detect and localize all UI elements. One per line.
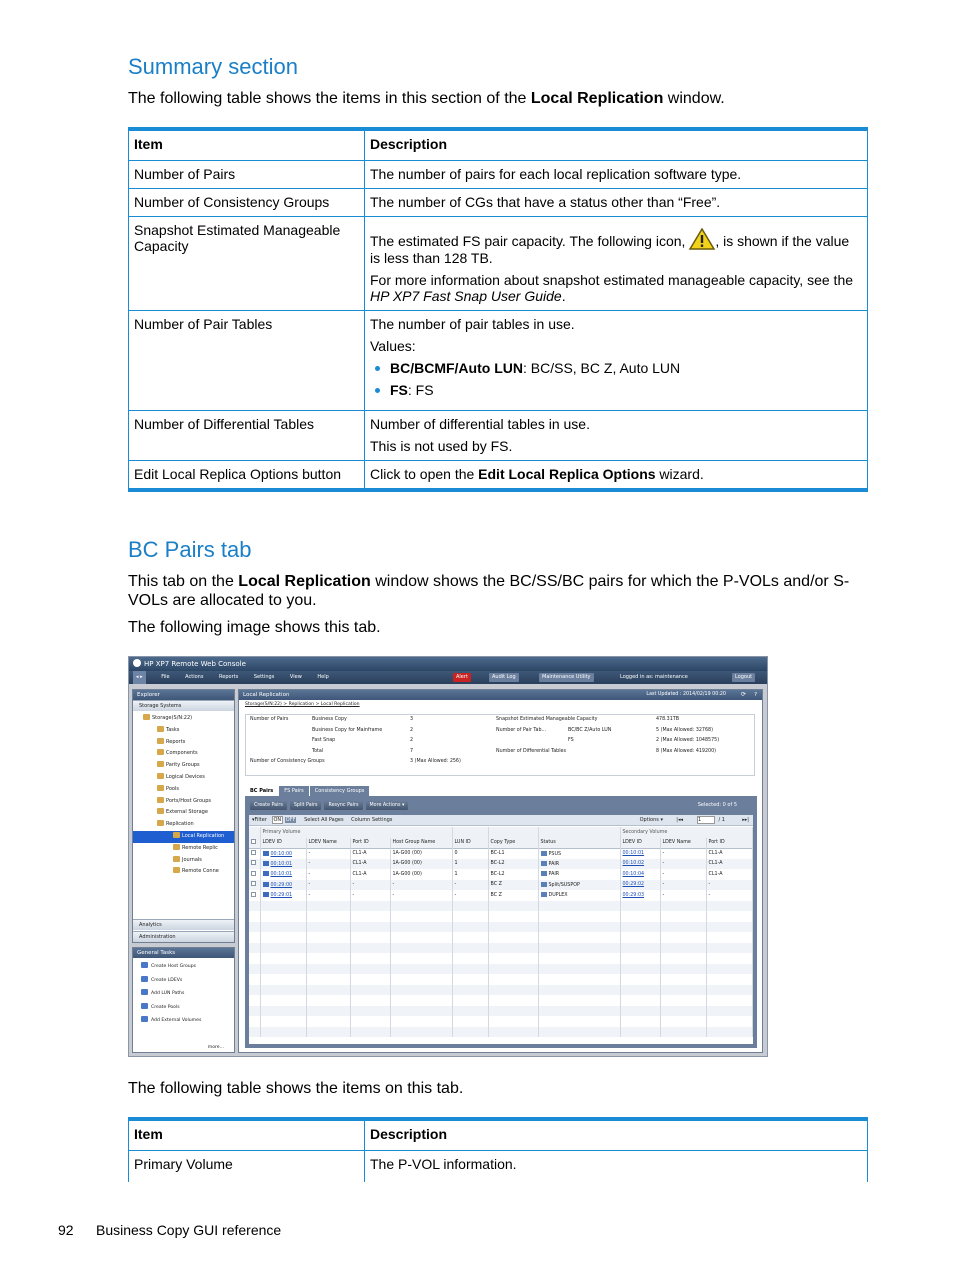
- tree-item[interactable]: Remote Replic: [133, 843, 234, 855]
- ldev-link[interactable]: 00:10:01: [270, 861, 293, 867]
- logged-in-label: Logged in as: maintenance: [620, 674, 688, 680]
- pair-status-icon: [541, 851, 547, 856]
- navigation-tree: [133, 711, 234, 878]
- volume-icon: [263, 871, 269, 876]
- tree-item[interactable]: Replication: [133, 819, 234, 831]
- bc-image-caption: The following image shows this tab.: [128, 619, 381, 636]
- tab-fs-pairs[interactable]: FS Pairs: [279, 786, 308, 796]
- local-replication-pane: [238, 689, 763, 1053]
- table-row: [249, 953, 753, 964]
- table-row: Number of Consistency Groups The number of CGs that have a status other than “Free”.: [129, 188, 868, 216]
- task-icon: [141, 989, 148, 995]
- task-icon: [141, 1016, 148, 1022]
- folder-icon: [157, 726, 164, 732]
- table-row: Edit Local Replica Options button Click to open the Edit Local Replica Options wizard.: [129, 460, 868, 490]
- folder-icon: [157, 820, 164, 826]
- table-row[interactable]: 00:10:00 - CL1-A 1A-G00 (00) 0 BC-L1 PSUS 00:10:01 - CL1-A: [249, 848, 753, 859]
- folder-icon: [173, 867, 180, 873]
- table-row[interactable]: 00:29:00 - - - - BC Z Split/SUSPOP 00:29:02 - -: [249, 880, 753, 891]
- header-description: Description: [365, 129, 868, 160]
- footer-title: Business Copy GUI reference: [96, 1222, 282, 1238]
- task-link[interactable]: Create LDEVs: [141, 975, 234, 989]
- pair-status-icon: [541, 861, 547, 866]
- bc-pairs-table: [128, 1117, 868, 1182]
- task-icon: [141, 962, 148, 968]
- back-icon[interactable]: ◂ ▸: [133, 671, 146, 684]
- tree-item[interactable]: Journals: [133, 855, 234, 867]
- tree-item[interactable]: External Storage: [133, 807, 234, 819]
- row-checkbox[interactable]: [251, 871, 256, 876]
- row-checkbox[interactable]: [251, 892, 256, 897]
- menu-actions[interactable]: Actions: [185, 674, 204, 680]
- tab-bar: [245, 786, 370, 796]
- table-row: [249, 964, 753, 975]
- table-row: Number of Pairs The number of pairs for each local replication software type.: [129, 160, 868, 188]
- volume-icon: [263, 882, 269, 887]
- tree-item[interactable]: Remote Conne: [133, 866, 234, 878]
- table-row: [249, 932, 753, 943]
- row-checkbox[interactable]: [251, 860, 256, 865]
- folder-icon: [157, 808, 164, 814]
- select-all-pages-button[interactable]: Select All Pages: [304, 817, 344, 823]
- volume-icon: [263, 851, 269, 856]
- table-row: [249, 901, 753, 912]
- table-row[interactable]: 00:10:01 - CL1-A 1A-G00 (00) 1 BC-L2 PAIR 00:10:04 - CL1-A: [249, 869, 753, 880]
- alert-button[interactable]: Alert: [453, 673, 471, 682]
- folder-icon: [157, 749, 164, 755]
- table-row: [249, 911, 753, 922]
- more-link[interactable]: more...: [207, 1045, 224, 1050]
- pair-status-icon: [541, 892, 547, 897]
- header-item: Item: [129, 129, 365, 160]
- remote-web-console-screenshot: [128, 656, 768, 1057]
- split-pairs-button[interactable]: Split Pairs: [290, 801, 322, 810]
- table-row: [249, 922, 753, 933]
- grid-toolbar: ▾Filter ON OFF Select All Pages Column Settings Options ▾ |◂◂ 1 / 1 ▸▸|: [249, 815, 753, 826]
- task-link[interactable]: Create Host Groups: [141, 961, 234, 975]
- table-row: [249, 1027, 753, 1038]
- page-number: 92: [58, 1222, 74, 1238]
- pair-status-icon: [541, 871, 547, 876]
- tree-item[interactable]: Storage(S/N:22): [133, 713, 234, 725]
- tree-item[interactable]: Pools: [133, 784, 234, 796]
- ldev-link[interactable]: 00:10:01: [270, 872, 293, 878]
- table-row: Primary Volume The P-VOL information.: [129, 1150, 868, 1182]
- pairs-grid: [249, 815, 753, 1044]
- ldev-link[interactable]: 00:29:00: [270, 882, 293, 888]
- row-checkbox[interactable]: [251, 850, 256, 855]
- pair-status-icon: [541, 882, 547, 887]
- table-row: Number of Pair Tables The number of pair tables in use. Values: BC/BCMF/Auto LUN: BC/SS, BC Z, Auto LUN FS: FS: [129, 310, 868, 410]
- task-link[interactable]: Create Pools: [141, 1002, 234, 1016]
- menu-reports[interactable]: Reports: [219, 674, 239, 680]
- header-item: Item: [129, 1119, 365, 1150]
- bc-table-intro: The following table shows the items on this tab.: [128, 1080, 464, 1097]
- header-description: Description: [365, 1119, 868, 1150]
- main-pane-header: Local Replication Last Updated : 2014/02/19 00:20 ⟳ ?: [239, 690, 762, 700]
- page-input[interactable]: 1: [697, 816, 715, 824]
- ldev-link[interactable]: 00:29:02: [622, 882, 645, 888]
- filter-on-button[interactable]: ON: [273, 817, 282, 823]
- tree-item[interactable]: Components: [133, 748, 234, 760]
- table-row: [249, 985, 753, 996]
- tab-consistency-groups[interactable]: Consistency Groups: [310, 786, 370, 796]
- more-actions-button[interactable]: More Actions ▾: [366, 801, 409, 810]
- table-row: [249, 995, 753, 1006]
- ldev-link[interactable]: 00:10:04: [622, 871, 645, 877]
- next-page-icon[interactable]: ▸▸|: [742, 817, 749, 823]
- values-list: [370, 360, 862, 398]
- page-footer: [58, 1222, 281, 1238]
- analytics-header[interactable]: Analytics: [133, 919, 234, 930]
- tree-item[interactable]: Parity Groups: [133, 760, 234, 772]
- list-item: BC/BCMF/Auto LUN: BC/SS, BC Z, Auto LUN: [390, 360, 862, 376]
- audit-log-button[interactable]: Audit Log: [489, 673, 519, 682]
- pairs-table: Primary Volume Secondary Volume LDEV ID LDEV Name Port ID Host Group Name LUN ID Copy Type Status LDEV ID LDEV Name Port ID 00:10:00 - CL1-A 1A-G00 (00) 0 BC-L1 PSUS 00:10:01 - CL1-A 00:10:01 - CL1-A 1A-G00 (00) 1 BC-L2 PAIR 00:10:02 - CL1-A 00:10:01 - CL1-A 1A-G00 (00) 1 BC-L2 PAIR 00:10:04 - CL1-A 00:29:00 - - - - BC Z Split/SUSPOP 00:29:02 - - 00:29:01 - - - - BC Z DUPLEX 00:29:03 - -: [249, 827, 753, 1037]
- section-title-summary: Summary section: [128, 54, 298, 79]
- hp-logo-icon: [133, 659, 141, 667]
- folder-icon: [173, 856, 180, 862]
- selected-count: Selected: 0 of 5: [697, 802, 737, 808]
- select-all-checkbox[interactable]: [251, 839, 256, 844]
- refresh-icon[interactable]: ⟳: [740, 691, 746, 698]
- resync-pairs-button[interactable]: Resync Pairs: [324, 801, 362, 810]
- folder-icon: [157, 773, 164, 779]
- tree-item[interactable]: Tasks: [133, 725, 234, 737]
- row-checkbox[interactable]: [251, 881, 256, 886]
- filter-button[interactable]: ▾Filter: [252, 817, 267, 823]
- task-icon: [141, 976, 148, 982]
- administration-header[interactable]: Administration: [133, 931, 234, 942]
- summary-intro: The following table shows the items in this section of the Local Replication window.: [128, 90, 725, 107]
- app-title-bar: HP XP7 Remote Web Console: [129, 657, 767, 671]
- menu-settings[interactable]: Settings: [253, 674, 275, 680]
- filter-off-button[interactable]: OFF: [285, 817, 296, 823]
- warning-icon: [689, 228, 715, 250]
- ldev-link[interactable]: 00:29:03: [622, 892, 645, 898]
- create-pairs-button[interactable]: Create Pairs: [250, 801, 287, 810]
- help-icon[interactable]: ?: [754, 692, 757, 698]
- summary-panel: Number of Pairs Business Copy 3 Business Copy for Mainframe 2 Fast Snap 2 Total 7 Number of Consistency Groups 3 (Max Allowed: 256) Snapshot Estimated Manageable Capacity 478.31TB Number of Pair Tab... BC/BC Z/Auto LUN 5 (Max Allowed: 32768) FS 2 (Max Allowed: 1048575) Number of Differential Tables 8 (Max Allowed: 419200): [245, 714, 755, 776]
- task-icon: [141, 1003, 148, 1009]
- ldev-link[interactable]: 00:29:01: [270, 893, 293, 899]
- menu-bar: [129, 671, 767, 684]
- volume-icon: [263, 892, 269, 897]
- folder-icon: [157, 738, 164, 744]
- bc-pairs-panel: [245, 796, 757, 1048]
- tree-item[interactable]: Reports: [133, 737, 234, 749]
- maintenance-utility-button[interactable]: Maintenance Utility: [539, 673, 594, 682]
- tree-item[interactable]: Ports/Host Groups: [133, 796, 234, 808]
- storage-systems-header[interactable]: Storage Systems: [133, 700, 234, 711]
- task-link[interactable]: Add LUN Paths: [141, 988, 234, 1002]
- first-page-icon[interactable]: |◂◂: [676, 817, 683, 823]
- menu-view[interactable]: View: [289, 674, 302, 680]
- table-row: [249, 1016, 753, 1027]
- list-item: FS: FS: [390, 382, 862, 398]
- table-row: [249, 974, 753, 985]
- menu-help[interactable]: Help: [317, 674, 329, 680]
- storage-icon: [143, 714, 150, 720]
- table-row: [249, 1006, 753, 1017]
- folder-icon: [157, 761, 164, 767]
- table-row[interactable]: 00:10:01 - CL1-A 1A-G00 (00) 1 BC-L2 PAIR 00:10:02 - CL1-A: [249, 859, 753, 870]
- explorer-pane: Explorer Storage Systems Storage(S/N:22) Tasks Reports Components Parity Groups Logical Devices Pools Ports/Host Groups External Storage Replication Local Replication Remote Replic Journals Remote Conne Analytics Administration: [132, 689, 235, 943]
- tree-item-local-replication[interactable]: Local Replication: [133, 831, 234, 843]
- logout-button[interactable]: Logout: [732, 673, 755, 682]
- folder-icon: [173, 832, 180, 838]
- general-tasks-pane: General Tasks Create Host Groups Create LDEVs Add LUN Paths Create Pools Add External Volumes more...: [132, 947, 235, 1053]
- breadcrumb[interactable]: Storage(S/N:22) > Replication > Local Replication: [245, 702, 360, 707]
- task-link[interactable]: Add External Volumes: [141, 1015, 234, 1029]
- folder-icon: [157, 797, 164, 803]
- summary-table: [128, 127, 868, 492]
- tab-bc-pairs[interactable]: BC Pairs: [245, 786, 278, 796]
- volume-icon: [263, 861, 269, 866]
- section-title-bc-pairs: BC Pairs tab: [128, 537, 252, 562]
- bc-intro: This tab on the Local Replication window shows the BC/SS/BC pairs for which the P-VOLs and/or S-VOLs are allocated to you.: [128, 573, 850, 609]
- tree-item[interactable]: Logical Devices: [133, 772, 234, 784]
- folder-icon: [173, 844, 180, 850]
- table-row: [249, 943, 753, 954]
- ldev-link[interactable]: 00:10:01: [622, 851, 645, 856]
- options-button[interactable]: Options ▾: [639, 817, 663, 823]
- table-row[interactable]: 00:29:01 - - - - BC Z DUPLEX 00:29:03 - -: [249, 890, 753, 901]
- table-row: Snapshot Estimated Manageable Capacity The estimated FS pair capacity. The following icon, , is shown if the value is less than 128 TB. For more information about snapshot estimated manageable capacity, see the HP XP7 Fast Snap User Guide.: [129, 216, 868, 310]
- menu-file[interactable]: File: [161, 674, 170, 680]
- column-settings-button[interactable]: Column Settings: [351, 817, 393, 823]
- folder-icon: [157, 785, 164, 791]
- table-row: Number of Differential Tables Number of differential tables in use. This is not used by FS.: [129, 410, 868, 460]
- ldev-link[interactable]: 00:10:02: [622, 861, 645, 867]
- ldev-link[interactable]: 00:10:00: [270, 851, 293, 857]
